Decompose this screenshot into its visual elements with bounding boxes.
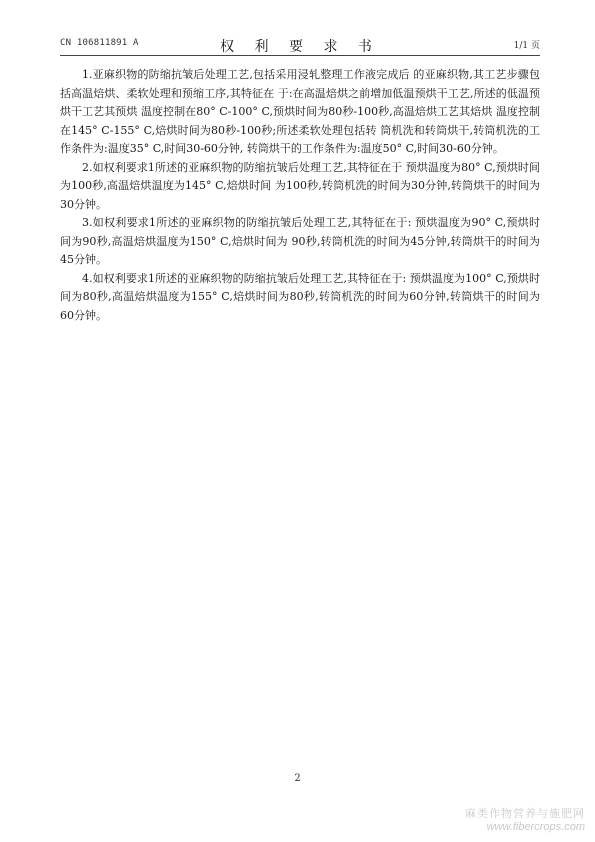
watermark-url: www.fibercrops.com — [486, 821, 585, 833]
claim-1: 1.亚麻织物的防缩抗皱后处理工艺,包括采用浸轧整理工作液完成后 的亚麻织物,其工艺步骤包括高温焙烘、柔软处理和预缩工序,其特征在 于:在高温焙烘之前增加低温预烘干工艺,所述的低温预烘干工艺其预烘 温度控制在80° C-100° C,预烘时间为80秒-100秒,高温焙烘工艺其焙烘 温度控制在145° C-155° C,焙烘时间为80秒-100秒;所述柔软处理包括转 筒机洗和转筒烘干,转筒机洗的工作条件为:温度35° C,时间30-60分钟, 转筒烘干的工作条件为:温度50° C,时间30-60分钟。 — [60, 68, 540, 155]
watermark-site-name: 麻类作物营养与施肥网 — [465, 808, 585, 820]
claim-3: 3.如权利要求1所述的亚麻织物的防缩抗皱后处理工艺,其特征在于: 预烘温度为90° C,预烘时间为90秒,高温焙烘温度为150° C,焙烘时间为 90秒,转筒机洗的时间为45分钟,转筒烘干的时间为45分钟。 — [60, 216, 540, 266]
claim-2: 2.如权利要求1所述的亚麻织物的防缩抗皱后处理工艺,其特征在于 预烘温度为80° C,预烘时间为100秒,高温焙烘温度为145° C,焙烘时间 为100秒,转筒机洗的时间为30分钟,转筒烘干的时间为30分钟。 — [60, 160, 540, 211]
patent-number: CN 106811891 A — [60, 38, 139, 48]
claim-4: 4.如权利要求1所述的亚麻织物的防缩抗皱后处理工艺,其特征在于: 预烘温度为100° C,预烘时间为80秒,高温焙烘温度为155° C,焙烘时间为80秒,转筒机洗的时间为60分钟,转筒烘干的时间为60分钟。 — [60, 271, 540, 322]
page-number: 2 — [294, 773, 301, 784]
claims-section — [60, 66, 540, 325]
watermark — [465, 808, 585, 834]
page-header — [60, 36, 540, 55]
header-divider — [60, 55, 540, 56]
page-indicator: 1/1 页 — [513, 41, 540, 51]
document-title: 权 利 要 求 书 — [220, 39, 380, 55]
